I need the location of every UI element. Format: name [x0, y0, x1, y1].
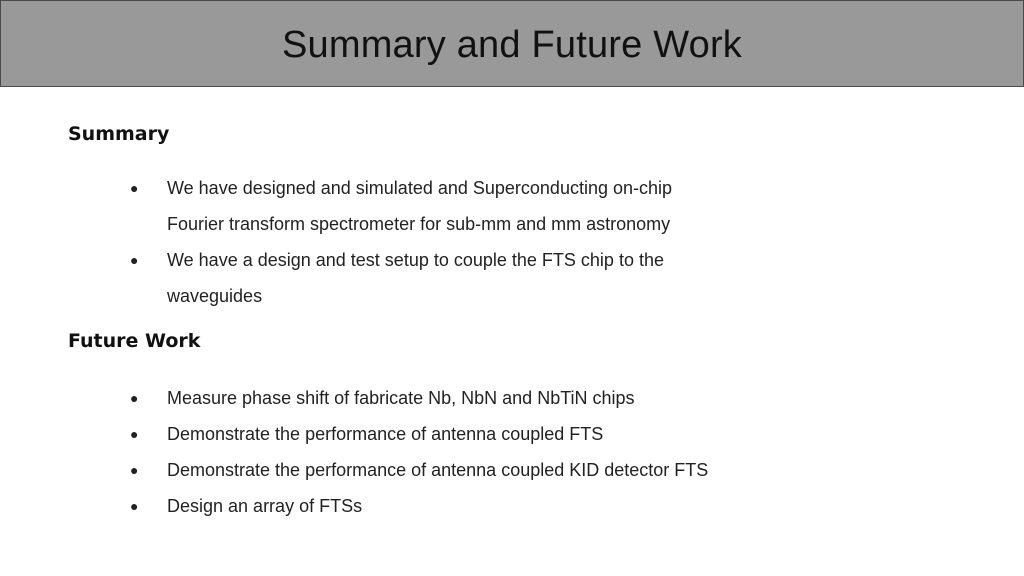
summary-list	[130, 170, 810, 314]
bullet-icon: ●	[130, 180, 139, 196]
list-item	[130, 416, 810, 452]
bullet-icon: ●	[130, 462, 139, 478]
list-item-text: Demonstrate the performance of antenna coupled KID detector FTS	[167, 460, 709, 480]
bullet-icon: ●	[130, 426, 139, 442]
title-bar	[0, 0, 1024, 87]
list-item	[130, 452, 810, 488]
list-item-text: Measure phase shift of fabricate Nb, NbN and NbTiN chips	[167, 388, 635, 408]
list-item-text: We have designed and simulated and Superconducting on-chip Fourier transform spectrometer for sub-mm and mm astronomy	[167, 178, 673, 234]
list-item-text: Demonstrate the performance of antenna coupled FTS	[167, 424, 604, 444]
future-work-heading: Future Work	[68, 330, 201, 352]
list-item	[130, 242, 727, 314]
bullet-icon: ●	[130, 498, 139, 514]
list-item	[130, 170, 727, 242]
list-item	[130, 488, 810, 524]
list-item-text: We have a design and test setup to couple the FTS chip to the waveguides	[167, 250, 664, 306]
bullet-icon: ●	[130, 390, 139, 406]
future-work-list	[130, 380, 810, 524]
summary-heading: Summary	[68, 123, 170, 145]
bullet-icon: ●	[130, 252, 139, 268]
list-item	[130, 380, 810, 416]
slide-title: Summary and Future Work	[281, 24, 743, 66]
list-item-text: Design an array of FTSs	[167, 496, 363, 516]
